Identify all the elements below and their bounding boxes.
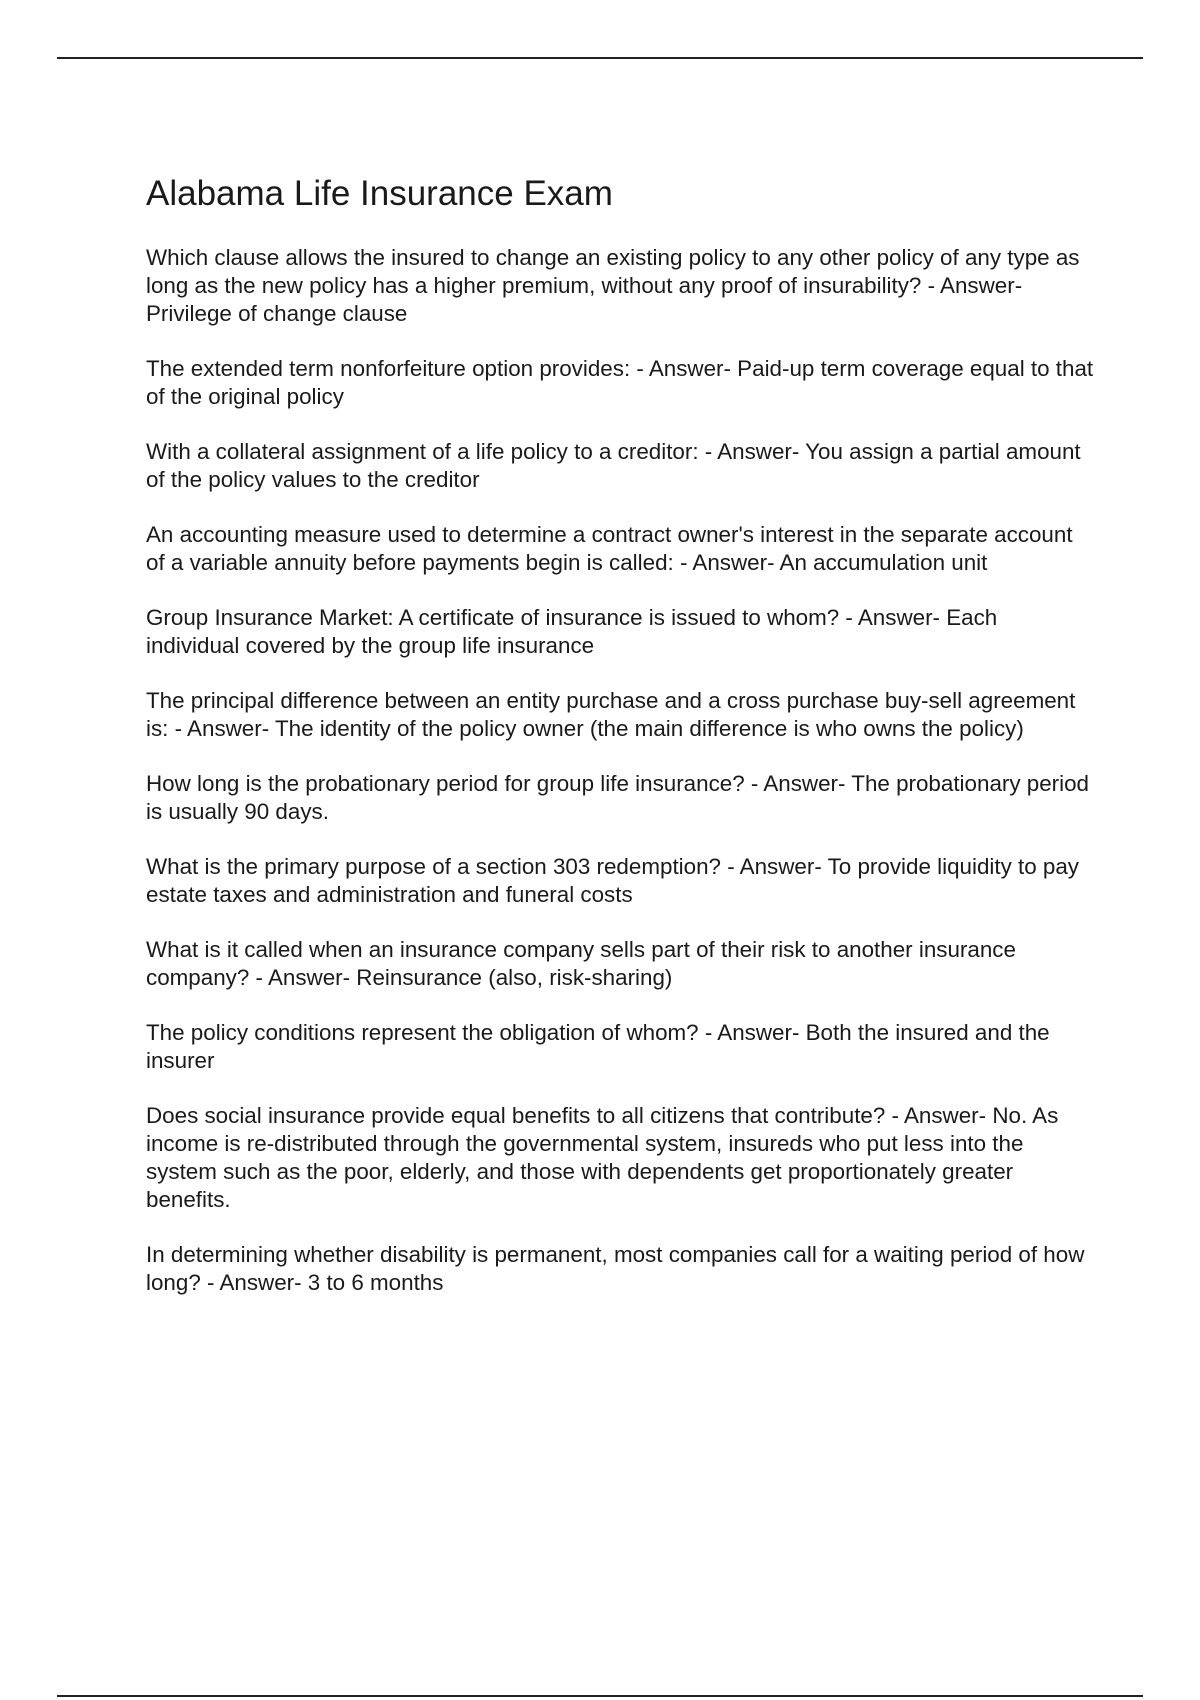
document-body — [146, 168, 1096, 1324]
document-title: Alabama Life Insurance Exam — [146, 174, 613, 213]
qa-item-7: How long is the probationary period for group life insurance? - Answer- The probationary period is usually 90 days. — [146, 771, 1090, 824]
qa-item-5: Group Insurance Market: A certificate of insurance is issued to whom? - Answer- Each individual covered by the group life insurance — [146, 605, 998, 658]
qa-item-12: In determining whether disability is permanent, most companies call for a waiting period of how long? - Answer- 3 to 6 months — [146, 1242, 1085, 1295]
top-rule — [57, 57, 1143, 59]
qa-item-10: The policy conditions represent the obligation of whom? - Answer- Both the insured and the insurer — [146, 1020, 1050, 1073]
qa-item-4: An accounting measure used to determine a contract owner's interest in the separate account of a variable annuity before payments begin is called: - Answer- An accumulation unit — [146, 522, 1073, 575]
qa-item-11: Does social insurance provide equal benefits to all citizens that contribute? - Answer- No. As income is re-distributed through the governmental system, insureds who put less into the system such as the poor, elderly, and those with dependents get proportionately greater benefits. — [146, 1103, 1059, 1212]
qa-item-1: Which clause allows the insured to change an existing policy to any other policy of any type as long as the new policy has a higher premium, without any proof of insurability? - Answer- Privilege of change clause — [146, 245, 1080, 326]
qa-item-2: The extended term nonforfeiture option provides: - Answer- Paid-up term coverage equal to that of the original policy — [146, 356, 1094, 409]
bottom-rule — [57, 1695, 1143, 1697]
qa-item-6: The principal difference between an entity purchase and a cross purchase buy-sell agreement is: - Answer- The identity of the policy owner (the main difference is who owns the policy) — [146, 688, 1076, 741]
qa-item-3: With a collateral assignment of a life policy to a creditor: - Answer- You assign a partial amount of the policy values to the creditor — [146, 439, 1081, 492]
qa-item-8: What is the primary purpose of a section 303 redemption? - Answer- To provide liquidity to pay estate taxes and administration and funeral costs — [146, 854, 1080, 907]
qa-item-9: What is it called when an insurance company sells part of their risk to another insurance company? - Answer- Reinsurance (also, risk-sharing) — [146, 937, 1016, 990]
